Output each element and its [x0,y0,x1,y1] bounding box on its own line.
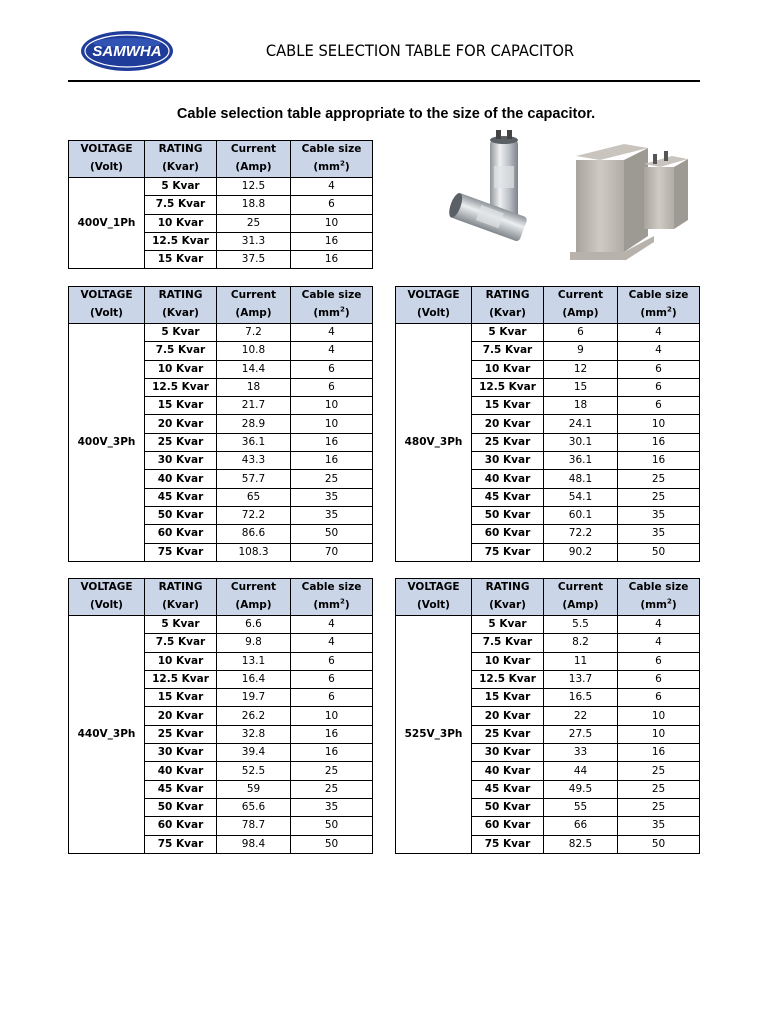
header-rating-unit: (Kvar) [472,305,544,324]
rating-cell: 5 Kvar [472,324,544,342]
current-cell: 57.7 [217,470,291,488]
cable-size-cell: 25 [618,762,700,780]
current-cell: 90.2 [544,543,618,561]
cable-size-cell: 6 [618,360,700,378]
current-cell: 15 [544,378,618,396]
rating-cell: 5 Kvar [472,616,544,634]
rating-cell: 60 Kvar [145,817,217,835]
rating-cell: 5 Kvar [145,178,217,196]
cable-size-cell: 4 [618,342,700,360]
logo-text: SAMWHA [92,43,162,60]
voltage-cell: 480V_3Ph [396,324,472,562]
current-cell: 66 [544,817,618,835]
current-cell: 72.2 [217,506,291,524]
cable-size-cell: 25 [291,762,373,780]
current-cell: 7.2 [217,324,291,342]
header-current-unit: (Amp) [544,597,618,616]
current-cell: 65.6 [217,798,291,816]
cable-size-cell: 50 [291,835,373,853]
rating-cell: 30 Kvar [472,452,544,470]
current-cell: 8.2 [544,634,618,652]
rating-cell: 60 Kvar [145,525,217,543]
rating-cell: 25 Kvar [472,433,544,451]
rating-cell: 10 Kvar [145,360,217,378]
rating-cell: 15 Kvar [472,689,544,707]
cable-table-525v-3ph [395,578,700,854]
header-current: Current [544,287,618,305]
cable-size-cell: 6 [291,196,373,214]
header-voltage: VOLTAGE [69,141,145,159]
rating-cell: 15 Kvar [145,251,217,269]
cable-size-cell: 16 [618,452,700,470]
current-cell: 54.1 [544,488,618,506]
rating-cell: 7.5 Kvar [472,634,544,652]
current-cell: 43.3 [217,452,291,470]
current-cell: 55 [544,798,618,816]
cable-size-cell: 50 [618,835,700,853]
cable-size-cell: 6 [291,670,373,688]
cable-size-cell: 16 [291,725,373,743]
header-current: Current [217,287,291,305]
current-cell: 18.8 [217,196,291,214]
rating-cell: 75 Kvar [145,835,217,853]
current-cell: 59 [217,780,291,798]
cable-size-cell: 6 [618,397,700,415]
cable-table-400v-1ph [68,140,373,269]
cable-table-480v-3ph [395,286,700,562]
header-cable-unit: $(mm^2)$ [618,597,700,616]
rating-cell: 20 Kvar [145,707,217,725]
cable-size-cell: 6 [291,689,373,707]
rating-cell: 10 Kvar [145,214,217,232]
current-cell: 82.5 [544,835,618,853]
rating-cell: 12.5 Kvar [472,378,544,396]
cable-size-cell: 6 [618,689,700,707]
header-rating-unit: (Kvar) [472,597,544,616]
cable-size-cell: 16 [291,232,373,250]
cable-size-cell: 6 [291,652,373,670]
rating-cell: 7.5 Kvar [472,342,544,360]
current-cell: 32.8 [217,725,291,743]
header-cable-size: Cable size [291,141,373,159]
current-cell: 52.5 [217,762,291,780]
current-cell: 12.5 [217,178,291,196]
header-current: Current [217,141,291,159]
current-cell: 98.4 [217,835,291,853]
current-cell: 28.9 [217,415,291,433]
header-voltage-unit: (Volt) [396,597,472,616]
cable-size-cell: 10 [291,397,373,415]
table-row [69,324,373,342]
rating-cell: 50 Kvar [145,798,217,816]
current-cell: 11 [544,652,618,670]
cable-size-cell: 10 [291,415,373,433]
cable-size-cell: 6 [291,378,373,396]
document-subtitle: Cable selection table appropriate to the size of the capacitor. [176,106,596,122]
rating-cell: 45 Kvar [145,488,217,506]
cable-size-cell: 35 [291,506,373,524]
cable-size-cell: 25 [618,798,700,816]
rating-cell: 45 Kvar [472,780,544,798]
header-rating-unit: (Kvar) [145,159,217,178]
cable-size-cell: 10 [618,707,700,725]
cable-size-cell: 35 [291,798,373,816]
cable-size-cell: 25 [291,470,373,488]
current-cell: 9 [544,342,618,360]
rating-cell: 25 Kvar [472,725,544,743]
header-voltage-unit: (Volt) [396,305,472,324]
header-voltage: VOLTAGE [69,287,145,305]
header-voltage: VOLTAGE [396,287,472,305]
voltage-cell: 400V_1Ph [69,178,145,269]
current-cell: 49.5 [544,780,618,798]
current-cell: 18 [544,397,618,415]
rating-cell: 50 Kvar [472,506,544,524]
current-cell: 60.1 [544,506,618,524]
rating-cell: 5 Kvar [145,616,217,634]
rating-cell: 12.5 Kvar [472,670,544,688]
table-row [396,324,700,342]
rating-cell: 30 Kvar [145,744,217,762]
rating-cell: 10 Kvar [145,652,217,670]
current-cell: 44 [544,762,618,780]
cable-size-cell: 4 [618,616,700,634]
current-cell: 6 [544,324,618,342]
header-current-unit: (Amp) [217,597,291,616]
rating-cell: 7.5 Kvar [145,342,217,360]
header-cable-unit: $(mm^2)$ [291,597,373,616]
title-divider [68,80,700,82]
header-cable-size: Cable size [291,579,373,597]
cable-size-cell: 16 [291,433,373,451]
cable-size-cell: 4 [291,324,373,342]
current-cell: 24.1 [544,415,618,433]
header-cable-size: Cable size [618,579,700,597]
cable-size-cell: 35 [291,488,373,506]
voltage-cell: 400V_3Ph [69,324,145,562]
current-cell: 26.2 [217,707,291,725]
current-cell: 13.1 [217,652,291,670]
rating-cell: 40 Kvar [145,762,217,780]
rating-cell: 12.5 Kvar [145,378,217,396]
rating-cell: 12.5 Kvar [145,232,217,250]
cable-size-cell: 4 [291,342,373,360]
header-rating: RATING [145,287,217,305]
current-cell: 36.1 [217,433,291,451]
current-cell: 65 [217,488,291,506]
rating-cell: 15 Kvar [472,397,544,415]
current-cell: 10.8 [217,342,291,360]
rating-cell: 60 Kvar [472,817,544,835]
cable-size-cell: 35 [618,525,700,543]
rating-cell: 45 Kvar [472,488,544,506]
rating-cell: 12.5 Kvar [145,670,217,688]
cable-size-cell: 25 [291,780,373,798]
header-rating: RATING [145,141,217,159]
header-voltage: VOLTAGE [396,579,472,597]
current-cell: 12 [544,360,618,378]
current-cell: 5.5 [544,616,618,634]
table-row [396,616,700,634]
cable-table-400v-3ph [68,286,373,562]
rating-cell: 50 Kvar [145,506,217,524]
current-cell: 78.7 [217,817,291,835]
cable-size-cell: 10 [291,707,373,725]
current-cell: 27.5 [544,725,618,743]
rating-cell: 30 Kvar [145,452,217,470]
cable-size-cell: 25 [618,470,700,488]
header-rating: RATING [472,579,544,597]
current-cell: 22 [544,707,618,725]
cable-size-cell: 10 [291,214,373,232]
cable-size-cell: 10 [618,415,700,433]
rating-cell: 75 Kvar [472,835,544,853]
current-cell: 16.5 [544,689,618,707]
current-cell: 6.6 [217,616,291,634]
cable-size-cell: 16 [618,433,700,451]
rating-cell: 20 Kvar [145,415,217,433]
cable-size-cell: 50 [618,543,700,561]
current-cell: 16.4 [217,670,291,688]
cable-size-cell: 16 [291,744,373,762]
cable-size-cell: 6 [618,670,700,688]
document-title: CABLE SELECTION TABLE FOR CAPACITOR [265,41,575,60]
header-rating-unit: (Kvar) [145,305,217,324]
rating-cell: 5 Kvar [145,324,217,342]
rating-cell: 7.5 Kvar [145,634,217,652]
cable-size-cell: 4 [291,616,373,634]
header-cable-unit: $(mm^2)$ [291,305,373,324]
cable-size-cell: 4 [291,634,373,652]
header-cable-size: Cable size [618,287,700,305]
table-row [69,616,373,634]
cable-size-cell: 6 [618,652,700,670]
cable-size-cell: 16 [291,452,373,470]
current-cell: 30.1 [544,433,618,451]
header-cable-unit: $(mm^2)$ [291,159,373,178]
cable-size-cell: 50 [291,817,373,835]
header-current-unit: (Amp) [544,305,618,324]
current-cell: 108.3 [217,543,291,561]
cable-size-cell: 25 [618,488,700,506]
current-cell: 39.4 [217,744,291,762]
rating-cell: 40 Kvar [145,470,217,488]
cable-size-cell: 70 [291,543,373,561]
rating-cell: 40 Kvar [472,762,544,780]
current-cell: 14.4 [217,360,291,378]
current-cell: 36.1 [544,452,618,470]
header-cable-unit: $(mm^2)$ [618,305,700,324]
current-cell: 19.7 [217,689,291,707]
cable-size-cell: 6 [618,378,700,396]
rating-cell: 10 Kvar [472,360,544,378]
current-cell: 31.3 [217,232,291,250]
header-current-unit: (Amp) [217,159,291,178]
cable-size-cell: 4 [618,634,700,652]
header-current: Current [217,579,291,597]
cable-size-cell: 10 [618,725,700,743]
rating-cell: 10 Kvar [472,652,544,670]
cable-size-cell: 6 [291,360,373,378]
current-cell: 9.8 [217,634,291,652]
cable-size-cell: 50 [291,525,373,543]
header-current-unit: (Amp) [217,305,291,324]
cable-size-cell: 16 [618,744,700,762]
header-voltage-unit: (Volt) [69,597,145,616]
current-cell: 72.2 [544,525,618,543]
rating-cell: 15 Kvar [145,397,217,415]
header-rating: RATING [472,287,544,305]
cable-size-cell: 4 [618,324,700,342]
current-cell: 13.7 [544,670,618,688]
cable-size-cell: 25 [618,780,700,798]
rating-cell: 50 Kvar [472,798,544,816]
rating-cell: 7.5 Kvar [145,196,217,214]
rating-cell: 30 Kvar [472,744,544,762]
rating-cell: 20 Kvar [472,707,544,725]
samwha-logo [80,30,174,72]
current-cell: 33 [544,744,618,762]
rating-cell: 75 Kvar [472,543,544,561]
capacitor-product-image [448,126,712,278]
current-cell: 18 [217,378,291,396]
rating-cell: 20 Kvar [472,415,544,433]
cable-table-440v-3ph [68,578,373,854]
current-cell: 37.5 [217,251,291,269]
header-rating-unit: (Kvar) [145,597,217,616]
table-row [69,178,373,196]
current-cell: 86.6 [217,525,291,543]
header-voltage-unit: (Volt) [69,305,145,324]
cable-size-cell: 35 [618,506,700,524]
rating-cell: 60 Kvar [472,525,544,543]
header-rating: RATING [145,579,217,597]
current-cell: 25 [217,214,291,232]
cable-size-cell: 4 [291,178,373,196]
voltage-cell: 440V_3Ph [69,616,145,854]
rating-cell: 25 Kvar [145,725,217,743]
rating-cell: 75 Kvar [145,543,217,561]
rating-cell: 25 Kvar [145,433,217,451]
current-cell: 48.1 [544,470,618,488]
cable-size-cell: 16 [291,251,373,269]
voltage-cell: 525V_3Ph [396,616,472,854]
current-cell: 21.7 [217,397,291,415]
header-voltage: VOLTAGE [69,579,145,597]
cable-size-cell: 35 [618,817,700,835]
rating-cell: 40 Kvar [472,470,544,488]
header-cable-size: Cable size [291,287,373,305]
header-current: Current [544,579,618,597]
rating-cell: 15 Kvar [145,689,217,707]
rating-cell: 45 Kvar [145,780,217,798]
header-voltage-unit: (Volt) [69,159,145,178]
